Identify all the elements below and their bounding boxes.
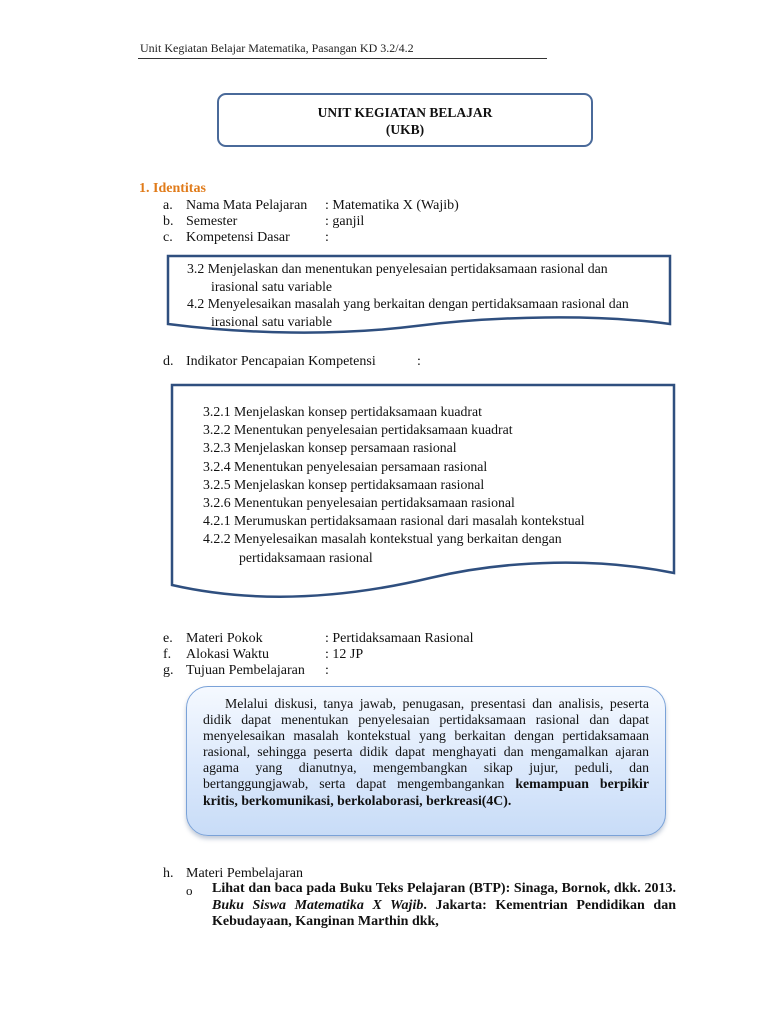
header-divider — [138, 58, 547, 59]
item-label: Indikator Pencapaian Kompetensi — [186, 354, 376, 369]
ipk-item: 3.2.6 Menentukan penyelesaian pertidaksamaan rasional — [203, 495, 515, 511]
item-marker: b. — [163, 214, 174, 229]
ipk-item: 3.2.1 Menjelaskan konsep pertidaksamaan kuadrat — [203, 404, 482, 419]
item-label: Nama Mata Pelajaran — [186, 198, 308, 213]
item-marker: g. — [163, 663, 174, 678]
item-value: : Pertidaksamaan Rasional — [325, 631, 474, 646]
title-line-1: UNIT KEGIATAN BELAJAR — [317, 105, 493, 120]
item-label: Materi Pembelajaran — [186, 866, 304, 881]
item-label: Tujuan Pembelajaran — [186, 663, 305, 678]
item-colon: : — [417, 354, 421, 369]
item-value: : Matematika X (Wajib) — [325, 198, 459, 213]
ipk-item-cont: pertidaksamaan rasional — [239, 549, 373, 565]
tujuan-bold: kemampuan berpikir kritis, berkomunikasi, berkolaborasi, berkreasi(4C) — [203, 776, 649, 808]
kd-line-4-2-cont: irasional satu variable — [211, 313, 333, 329]
item-marker: e. — [163, 631, 173, 646]
item-value: : — [325, 663, 329, 678]
ipk-item: 4.2.1 Merumuskan pertidaksamaan rasional dari masalah kontekstual — [203, 513, 585, 529]
ipk-item: 3.2.4 Menentukan penyelesaian persamaan rasional — [203, 458, 488, 474]
tujuan-text — [203, 696, 649, 809]
item-value: : ganjil — [325, 214, 365, 229]
title-box — [217, 93, 593, 147]
kd-line-3-2: 3.2 Menjelaskan dan menentukan penyelesaian pertidaksamaan rasional dan — [187, 261, 608, 276]
section-identitas-title: 1. Identitas — [139, 181, 206, 196]
item-marker: f. — [163, 647, 172, 662]
ipk-item: 3.2.3 Menjelaskan konsep persamaan rasional — [203, 440, 457, 456]
ipk-item: 4.2.2 Menyelesaikan masalah kontekstual yang berkaitan dengan — [203, 531, 562, 547]
item-marker: a. — [163, 198, 173, 213]
tujuan-body: Melalui diskusi, tanya jawab, penugasan, presentasi dan analisis, peserta didik dapat menentukan penyelesaian pertidaksamaan rasional dan dapat menyelesaikan masalah kontekstual yang berkaitan dengan pertidaksamaan rasional, sehingga peserta didik dapat menghayati dan mengamalkan ajaran agama yang dianutnya, mengembangkan sikap jujur, peduli, dan bertanggungjawab, serta dapat mengembangankan — [203, 696, 649, 792]
ref-book-title: Buku Siswa Matematika X Wajib — [212, 897, 424, 913]
ipk-list — [203, 403, 585, 567]
kd-line-3-2-cont: irasional satu variable — [211, 278, 333, 294]
ref-part-2: . Jakarta: Kementrian Pendidikan dan Kebudayaan, Kanginan Marthin dkk, — [212, 897, 676, 929]
bullet-icon: o — [186, 883, 193, 898]
item-label: Materi Pokok — [186, 631, 263, 646]
tujuan-end: . — [507, 792, 512, 808]
item-value: : — [325, 230, 329, 245]
title-line-2: (UKB) — [385, 122, 425, 137]
item-marker: c. — [163, 230, 173, 245]
materi-reference — [212, 881, 676, 931]
ipk-item: 3.2.5 Menjelaskan konsep pertidaksamaan rasional — [203, 476, 485, 492]
item-marker: h. — [163, 866, 174, 881]
ref-part-1: Lihat dan baca pada Buku Teks Pelajaran (BTP): Sinaga, Bornok, dkk. 2013. — [212, 881, 676, 896]
item-label: Semester — [186, 214, 238, 229]
kd-line-4-2: 4.2 Menyelesaikan masalah yang berkaitan dengan pertidaksamaan rasional dan — [187, 296, 629, 311]
kd-content — [187, 260, 677, 330]
item-label: Alokasi Waktu — [186, 647, 269, 662]
item-label: Kompetensi Dasar — [186, 230, 290, 245]
page-header: Unit Kegiatan Belajar Matematika, Pasangan KD 3.2/4.2 — [140, 41, 414, 55]
item-value: : 12 JP — [325, 647, 364, 662]
ipk-item: 3.2.2 Menentukan penyelesaian pertidaksamaan kuadrat — [203, 422, 513, 438]
item-marker: d. — [163, 354, 174, 369]
